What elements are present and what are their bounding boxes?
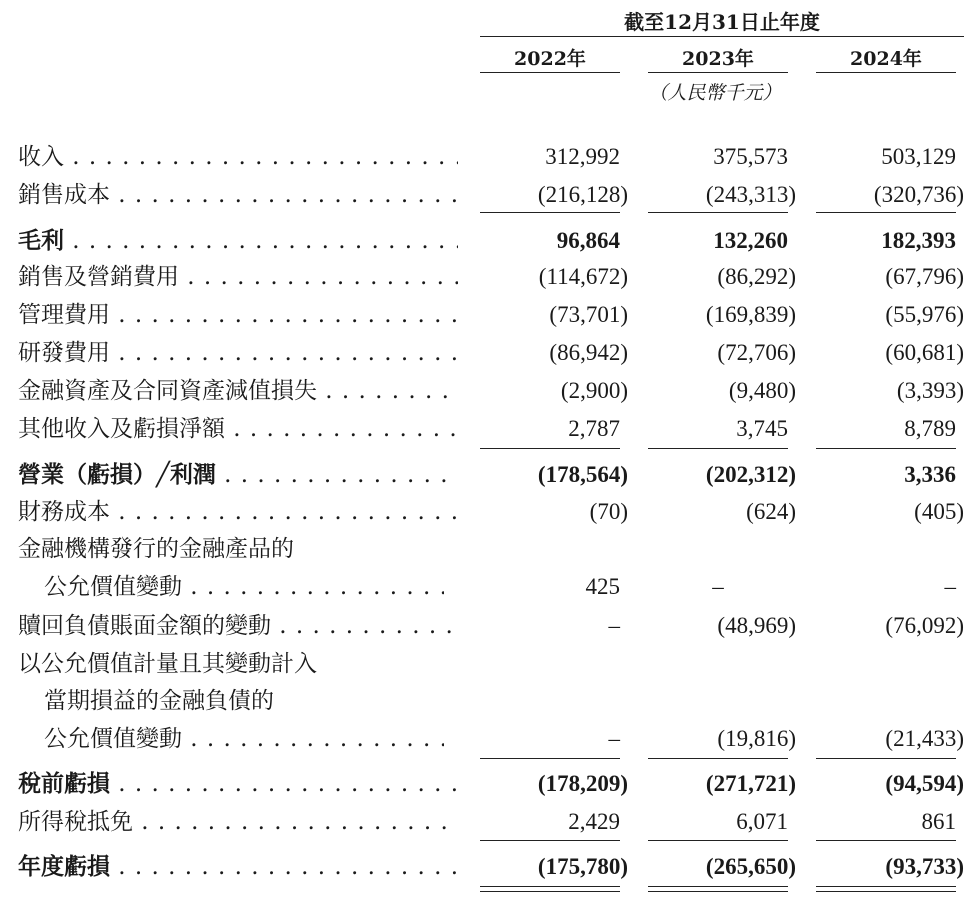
- row-label: 年度虧損 . . .: [18, 848, 458, 886]
- subtotal-rule: [816, 758, 956, 759]
- table-row: [0, 296, 970, 334]
- row-label: 金融機構發行的金融產品的: [18, 536, 294, 562]
- cell-2023: (9,480): [728, 378, 796, 403]
- cell-2022: 312,992: [545, 144, 620, 169]
- period-header: 截至12月31日止年度: [624, 10, 820, 34]
- cell-2023: 3,745: [736, 416, 788, 441]
- unit-note: （人民幣千元）: [648, 82, 782, 104]
- period-underline: [480, 36, 964, 37]
- cell-2023: (243,313): [705, 182, 796, 207]
- cell-2024: (93,733): [885, 854, 964, 879]
- table-row: [0, 258, 970, 296]
- row-label: 收入 . . .: [18, 138, 458, 176]
- subtotal-rule: [816, 448, 956, 449]
- total-double-rule: [480, 886, 620, 892]
- cell-2023: (169,839): [705, 302, 796, 327]
- cell-2023: –: [712, 574, 724, 599]
- row-label: 公允價值變動 . . .: [44, 720, 444, 758]
- subtotal-rule: [480, 840, 620, 841]
- total-double-rule: [648, 886, 788, 892]
- cell-2024: –: [944, 574, 956, 599]
- cell-2024: 861: [921, 809, 956, 834]
- table-row: [0, 410, 970, 448]
- table-row: [0, 176, 970, 214]
- subtotal-rule: [480, 758, 620, 759]
- table-row: [0, 456, 970, 494]
- cell-2023: (48,969): [717, 613, 796, 638]
- row-label: 毛利 . . .: [18, 222, 458, 260]
- row-label: 其他收入及虧損淨額 . . .: [18, 410, 458, 448]
- subtotal-rule: [648, 212, 788, 213]
- table-row: [0, 645, 970, 683]
- cell-2024: (320,736): [873, 182, 964, 207]
- cell-2022: (73,701): [549, 302, 628, 327]
- cell-2024: (76,092): [885, 613, 964, 638]
- table-row: [0, 765, 970, 803]
- row-label: 當期損益的金融負債的: [44, 688, 274, 714]
- cell-2024: (405): [914, 499, 964, 524]
- table-row: [0, 803, 970, 841]
- cell-2023: (624): [746, 499, 796, 524]
- cell-2024: (3,393): [896, 378, 964, 403]
- cell-2023: (265,650): [705, 854, 796, 879]
- year-underline: [648, 72, 788, 73]
- row-label: 研發費用 . . .: [18, 334, 458, 372]
- row-label: 金融資產及合同資產減值損失 . . .: [18, 372, 458, 410]
- row-label: 銷售成本 . . .: [18, 176, 458, 214]
- table-row: [0, 848, 970, 886]
- cell-2024: 8,789: [904, 416, 956, 441]
- subtotal-rule: [816, 840, 956, 841]
- table-row: [0, 222, 970, 260]
- table-row: [0, 720, 970, 758]
- cell-2023: 6,071: [736, 809, 788, 834]
- table-row: [0, 334, 970, 372]
- cell-2024: (55,976): [885, 302, 964, 327]
- row-label: 財務成本 . . .: [18, 493, 458, 531]
- cell-2024: 182,393: [881, 228, 956, 253]
- subtotal-rule: [648, 840, 788, 841]
- table-row: [0, 493, 970, 531]
- subtotal-rule: [480, 448, 620, 449]
- cell-2024: (67,796): [885, 264, 964, 289]
- row-label: 公允價值變動 . . .: [44, 568, 444, 606]
- cell-2024: (60,681): [885, 340, 964, 365]
- cell-2024: (94,594): [885, 771, 964, 796]
- cell-2022: (216,128): [537, 182, 628, 207]
- year-2024-header: 2024年: [850, 48, 922, 70]
- year-underline: [480, 72, 620, 73]
- cell-2024: 503,129: [881, 144, 956, 169]
- cell-2023: (19,816): [717, 726, 796, 751]
- cell-2022: (2,900): [560, 378, 628, 403]
- row-label: 銷售及營銷費用 . . .: [18, 258, 458, 296]
- table-row: [0, 607, 970, 645]
- table-row: [0, 372, 970, 410]
- cell-2023: (72,706): [717, 340, 796, 365]
- table-row: [0, 568, 970, 606]
- cell-2022: 2,787: [568, 416, 620, 441]
- cell-2022: 425: [585, 574, 620, 599]
- cell-2023: (202,312): [705, 462, 796, 487]
- cell-2022: 2,429: [568, 809, 620, 834]
- year-2023-header: 2023年: [682, 48, 754, 70]
- cell-2022: (178,209): [537, 771, 628, 796]
- row-label: 稅前虧損 . . .: [18, 765, 458, 803]
- subtotal-rule: [816, 212, 956, 213]
- subtotal-rule: [648, 448, 788, 449]
- row-label: 管理費用 . . .: [18, 296, 458, 334]
- year-underline: [816, 72, 956, 73]
- cell-2022: (178,564): [537, 462, 628, 487]
- cell-2023: 132,260: [713, 228, 788, 253]
- table-row: [0, 138, 970, 176]
- cell-2024: 3,336: [904, 462, 956, 487]
- cell-2023: (86,292): [717, 264, 796, 289]
- table-row: [0, 530, 970, 568]
- cell-2022: (86,942): [549, 340, 628, 365]
- total-double-rule: [816, 886, 956, 892]
- cell-2023: 375,573: [713, 144, 788, 169]
- row-label: 以公允價值計量且其變動計入: [18, 651, 317, 677]
- cell-2022: (114,672): [538, 264, 628, 289]
- cell-2024: (21,433): [885, 726, 964, 751]
- subtotal-rule: [480, 212, 620, 213]
- cell-2022: (70): [589, 499, 628, 524]
- cell-2023: (271,721): [705, 771, 796, 796]
- row-label: 贖回負債賬面金額的變動 . . .: [18, 607, 458, 645]
- cell-2022: (175,780): [537, 854, 628, 879]
- year-2022-header: 2022年: [514, 48, 586, 70]
- table-row: [0, 682, 970, 720]
- cell-2022: –: [608, 726, 620, 751]
- cell-2022: –: [608, 613, 620, 638]
- row-label: 所得稅抵免 . . .: [18, 803, 458, 841]
- row-label: 營業（虧損）╱利潤 . . .: [18, 456, 458, 494]
- cell-2022: 96,864: [556, 228, 620, 253]
- subtotal-rule: [648, 758, 788, 759]
